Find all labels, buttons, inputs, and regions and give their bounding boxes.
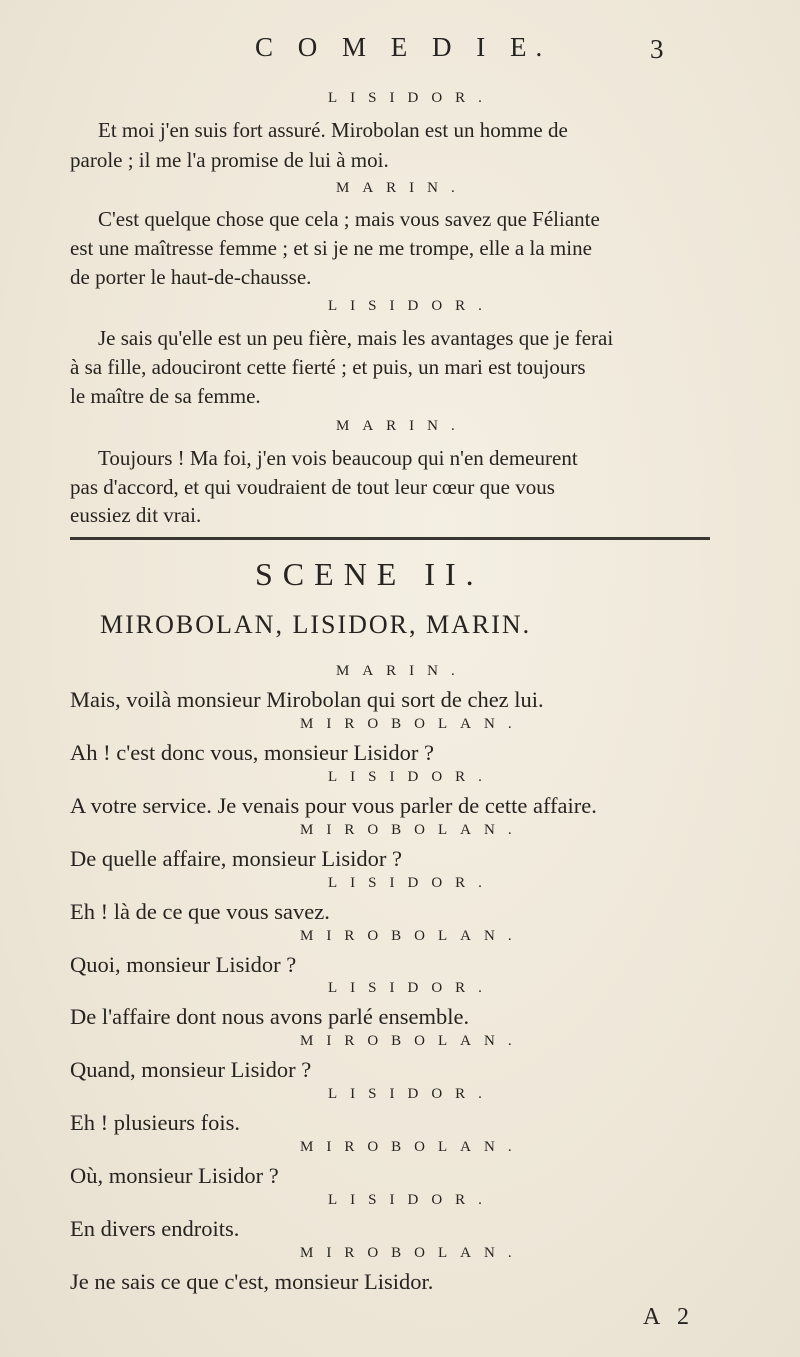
- scene-title: SCENE II.: [255, 556, 484, 592]
- speaker-name: LISIDOR.: [328, 874, 495, 891]
- dialogue-line: Ah ! c'est donc vous, monsieur Lisidor ?: [70, 739, 434, 765]
- dialogue-line: à sa fille, adouciront cette fierté ; et puis, un mari est toujours: [70, 355, 586, 379]
- dialogue-line: est une maîtresse femme ; et si je ne me trompe, elle a la mine: [70, 236, 592, 260]
- speaker-name: LISIDOR.: [328, 298, 495, 314]
- speaker-name: LISIDOR.: [328, 90, 495, 106]
- dialogue-line: Eh ! plusieurs fois.: [70, 1110, 240, 1136]
- dialogue-line: A votre service. Je venais pour vous parler de cette affaire.: [70, 792, 597, 818]
- dialogue-line: Je ne sais ce que c'est, monsieur Lisidor.: [70, 1269, 434, 1294]
- dialogue-line: Où, monsieur Lisidor ?: [70, 1163, 279, 1189]
- speaker-name: LISIDOR.: [328, 1192, 495, 1209]
- dialogue-line: Toujours ! Ma foi, j'en vois beaucoup qui n'en demeurent: [98, 446, 578, 470]
- dialogue-line: Mais, voilà monsieur Mirobolan qui sort de chez lui.: [70, 687, 544, 712]
- dialogue-line: De quelle affaire, monsieur Lisidor ?: [70, 845, 402, 871]
- speaker-name: MARIN.: [336, 663, 468, 679]
- running-title: C O M E D I E.: [255, 32, 552, 62]
- dialogue-line: Eh ! là de ce que vous savez.: [70, 898, 330, 924]
- speaker-name: MIROBOLAN.: [300, 715, 525, 732]
- section-divider: [70, 537, 710, 540]
- speaker-name: MIROBOLAN.: [300, 1245, 525, 1261]
- dialogue-line: pas d'accord, et qui voudraient de tout leur cœur que vous: [70, 475, 555, 499]
- dialogue-line: Je sais qu'elle est un peu fière, mais les avantages que je ferai: [98, 326, 614, 350]
- speaker-name: MARIN.: [336, 180, 468, 196]
- dialogue-line: Et moi j'en suis fort assuré. Mirobolan est un homme de: [98, 118, 568, 142]
- speaker-name: LISIDOR.: [328, 980, 495, 997]
- speaker-name: MIROBOLAN.: [300, 821, 525, 838]
- running-head: [0, 32, 800, 72]
- dialogue-line: eussiez dit vrai.: [70, 503, 202, 527]
- dialogue-line: Quoi, monsieur Lisidor ?: [70, 951, 297, 977]
- speaker-name: LISIDOR.: [328, 1086, 495, 1103]
- speaker-name: LISIDOR.: [328, 768, 495, 785]
- dialogue-line: parole ; il me l'a promise de lui à moi.: [70, 148, 389, 172]
- scene-cast-list: MIROBOLAN, LISIDOR, MARIN.: [100, 610, 532, 639]
- speaker-name: MARIN.: [336, 418, 468, 434]
- dialogue-line: le maître de sa femme.: [70, 384, 261, 408]
- dialogue-line: De l'affaire dont nous avons parlé ensemble.: [70, 1004, 470, 1030]
- dialogue-line: En divers endroits.: [70, 1216, 240, 1242]
- dialogue-line: C'est quelque chose que cela ; mais vous savez que Féliante: [98, 207, 600, 231]
- dialogue-line: de porter le haut-de-chausse.: [70, 265, 312, 289]
- printer-signature-mark: A 2: [643, 1304, 696, 1330]
- speaker-name: MIROBOLAN.: [300, 1139, 525, 1156]
- page-number: 3: [650, 34, 664, 64]
- speaker-name: MIROBOLAN.: [300, 1033, 525, 1050]
- dialogue-line: Quand, monsieur Lisidor ?: [70, 1057, 312, 1083]
- speaker-name: MIROBOLAN.: [300, 927, 525, 944]
